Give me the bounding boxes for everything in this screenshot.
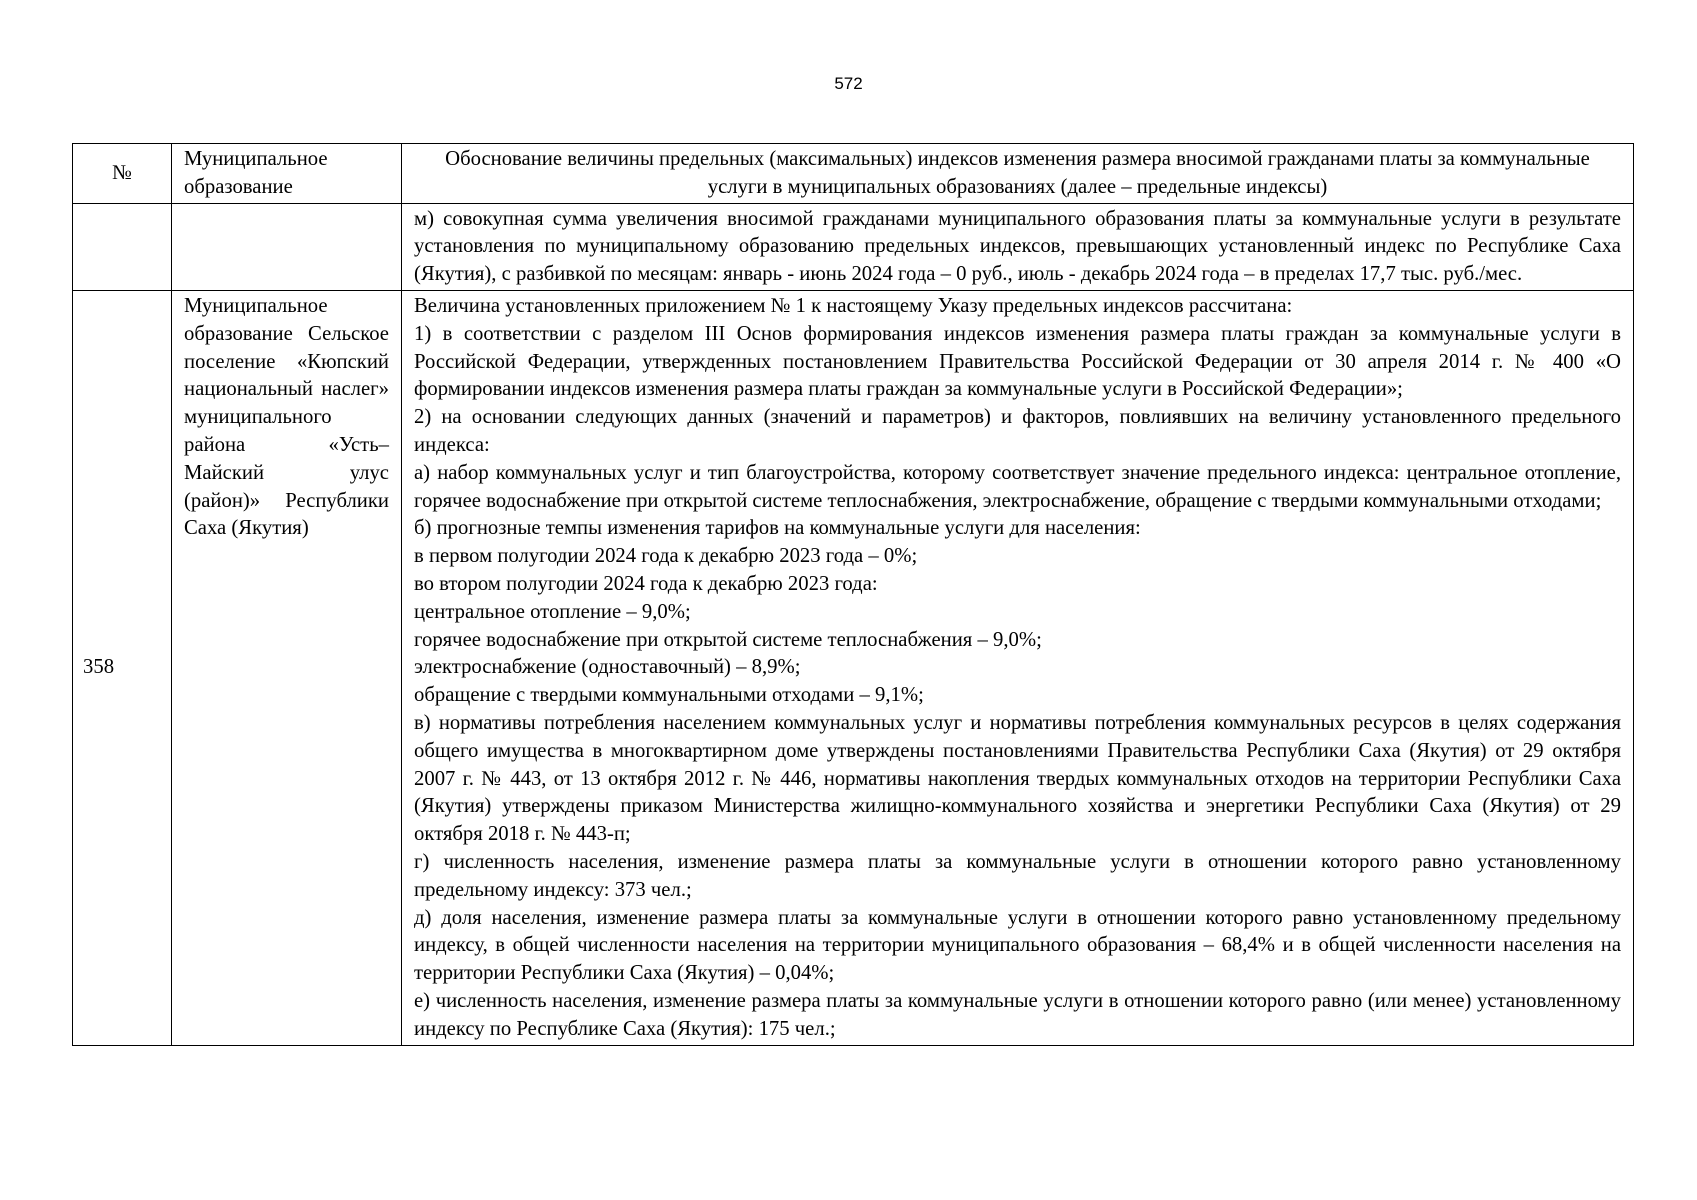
header-municipality: Муниципальное образование [172, 144, 402, 204]
paragraph: е) численность населения, изменение размера платы за коммунальные услуги в отношении которого равно (или менее) установленному индексу по Республике Саха (Якутия): 175 чел.; [414, 989, 1621, 1040]
paragraph: г) численность населения, изменение размера платы за коммунальные услуги в отношении которого равно установленному предельному индексу: 373 чел.; [414, 850, 1621, 901]
header-number: № [73, 144, 172, 204]
header-justification: Обоснование величины предельных (максимальных) индексов изменения размера вносимой гражданами платы за коммунальные услуги в муниципальных образованиях (далее – предельные индексы) [402, 144, 1634, 204]
paragraph: во втором полугодии 2024 года к декабрю 2023 года: [414, 572, 878, 595]
row-municipality-cell: Муниципальное образование Сельское поселение «Кюпский национальный наслег» муниципального района «Усть–Майский улус (район)» Республики Саха (Якутия) [172, 290, 402, 1045]
page-number: 572 [834, 74, 863, 93]
paragraph: а) набор коммунальных услуг и тип благоустройства, которому соответствует значение предельного индекса: центральное отопление, горячее водоснабжение при открытой системе теплоснабжения, электроснабжение, обращение с твердыми коммунальными отходами; [414, 461, 1621, 512]
paragraph: горячее водоснабжение при открытой системе теплоснабжения – 9,0%; [414, 628, 1042, 651]
table-header-row [73, 144, 1634, 204]
row-number-cell: 358 [73, 290, 172, 1045]
paragraph: в) нормативы потребления населением коммунальных услуг и нормативы потребления коммунальных ресурсов в целях содержания общего имущества в многоквартирном доме утверждены постановлениями Правительства Республики Саха (Якутия) от 29 октября 2007 г. № 443, от 13 октября 2012 г. № 446, нормативы накопления твердых коммунальных отходов на территории Республики Саха (Якутия) утверждены приказом Министерства жилищно-коммунального хозяйства и энергетики Республики Саха (Якутия) от 29 октября 2018 г. № 443-п; [414, 711, 1621, 846]
justification-table [72, 143, 1634, 1046]
row-municipality-cell [172, 203, 402, 290]
paragraph: Величина установленных приложением № 1 к настоящему Указу предельных индексов рассчитана: [414, 294, 1293, 317]
row-justification-cell: м) совокупная сумма увеличения вносимой гражданами муниципального образования платы за коммунальные услуги в результате установления по муниципальному образованию предельных индексов, превышающих установленный индекс по Республике Саха (Якутия), с разбивкой по месяцам: январь - июнь 2024 года – 0 руб., июль - декабрь 2024 года – в пределах 17,7 тыс. руб./мес. [402, 203, 1634, 290]
row-number-cell [73, 203, 172, 290]
paragraph: 2) на основании следующих данных (значений и параметров) и факторов, повлиявших на величину установленного предельного индекса: [414, 406, 1621, 456]
paragraph: обращение с твердыми коммунальными отходами – 9,1%; [414, 684, 924, 707]
row-justification-cell [402, 290, 1634, 1045]
paragraph: б) прогнозные темпы изменения тарифов на коммунальные услуги для населения: [414, 517, 1141, 540]
paragraph: центральное отопление – 9,0%; [414, 600, 691, 623]
table-row [73, 290, 1634, 1045]
paragraph: в первом полугодии 2024 года к декабрю 2023 года – 0%; [414, 545, 918, 568]
table-row [73, 203, 1634, 290]
paragraph: 1) в соответствии с разделом III Основ формирования индексов изменения размера платы граждан за коммунальные услуги в Российской Федерации, утвержденных постановлением Правительства Российской Федерации от 30 апреля 2014 г. № 400 «О формировании индексов изменения размера платы граждан за коммунальные услуги в Российской Федерации»; [414, 322, 1621, 401]
paragraph: д) доля населения, изменение размера платы за коммунальные услуги в отношении которого равно установленному предельному индексу, в общей численности населения на территории муниципального образования – 68,4% и в общей численности населения на территории Республики Саха (Якутия) – 0,04%; [414, 906, 1621, 985]
paragraph: электроснабжение (одноставочный) – 8,9%; [414, 656, 801, 679]
